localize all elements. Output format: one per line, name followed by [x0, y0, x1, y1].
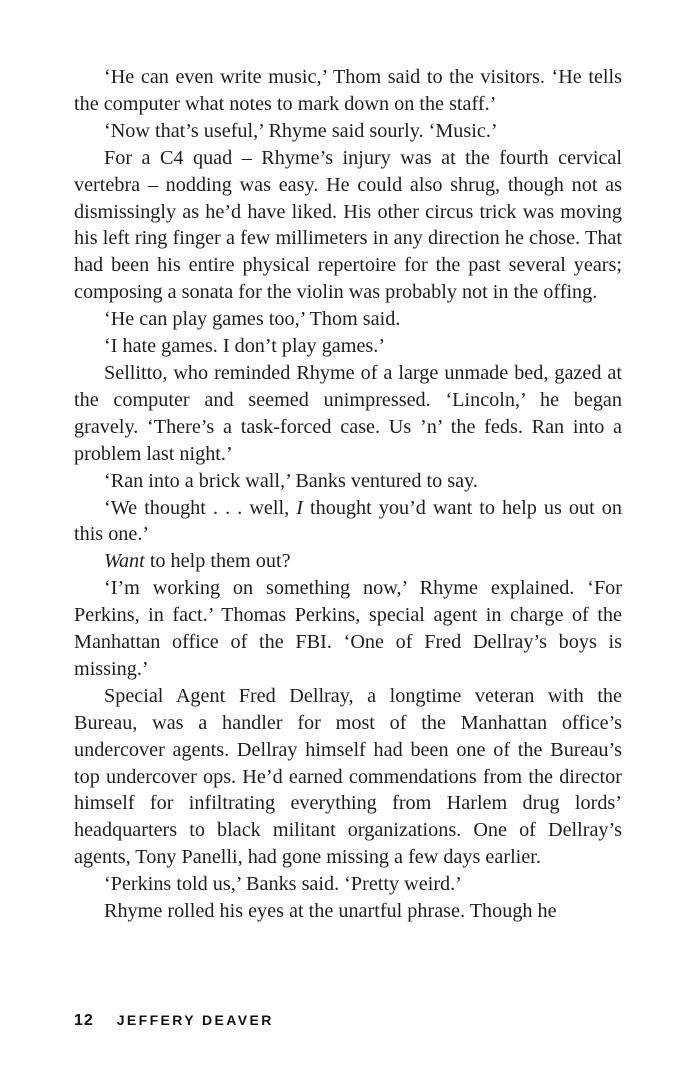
text-run: to help them out? [144, 550, 291, 573]
paragraph: ‘Perkins told us,’ Banks said. ‘Pretty weird.’ [104, 873, 462, 896]
page-number: 12 [74, 1012, 94, 1029]
paragraph: Special Agent Fred Dellray, a longtime veteran with the Bureau, was a handler for most of the Manhattan office’s undercover agents. Dellray himself had been one of the Bureau’s top undercover ops. He’d earned commendations from the director himself for infiltrating everything from Harlem drug lords’ headquarters to black militant organizations. One of Dellray’s agents, Tony Panelli, had gone missing a few days earlier. [74, 684, 622, 869]
text-run: thought you’d want to help us out on this one.’ [74, 496, 622, 546]
paragraph: ‘Now that’s useful,’ Rhyme said sourly. ‘Music.’ [104, 119, 498, 142]
paragraph [74, 548, 622, 575]
paragraph: ‘I hate games. I don’t play games.’ [104, 335, 386, 358]
running-footer [74, 1012, 274, 1030]
paragraph: ‘He can even write music,’ Thom said to the visitors. ‘He tells the computer what notes to mark down on the staff.’ [74, 66, 622, 115]
author-name: JEFFERY DEAVER [116, 1012, 274, 1028]
text-run: ‘We thought . . . well, [104, 496, 297, 519]
paragraph: ‘Ran into a brick wall,’ Banks ventured to say. [104, 469, 478, 492]
paragraph: Rhyme rolled his eyes at the unartful phrase. Though he [104, 900, 557, 923]
paragraph: For a C4 quad – Rhyme’s injury was at the fourth cervical vertebra – nodding was easy. He could also shrug, though not as dismissingly as he’d have liked. His other circus trick was moving his left ring finger a few millimeters in any direction he chose. That had been his entire physical repertoire for the past several years; composing a sonata for the violin was probably not in the offing. [74, 146, 622, 304]
paragraph: ‘He can play games too,’ Thom said. [104, 308, 401, 331]
paragraph [74, 495, 622, 549]
paragraph: ‘I’m working on something now,’ Rhyme explained. ‘For Perkins, in fact.’ Thomas Perkins, special agent in charge of the Manhattan office of the FBI. ‘One of Fred Dellray’s boys is missing.’ [74, 577, 622, 680]
paragraph: Sellitto, who reminded Rhyme of a large unmade bed, gazed at the computer and seemed unimpressed. ‘Lincoln,’ he began gravely. ‘There’s a task-forced case. Us ’n’ the feds. Ran into a problem last night.’ [74, 361, 622, 465]
body-text [74, 64, 622, 925]
emphasis: I [296, 496, 303, 519]
emphasis: Want [104, 550, 145, 573]
